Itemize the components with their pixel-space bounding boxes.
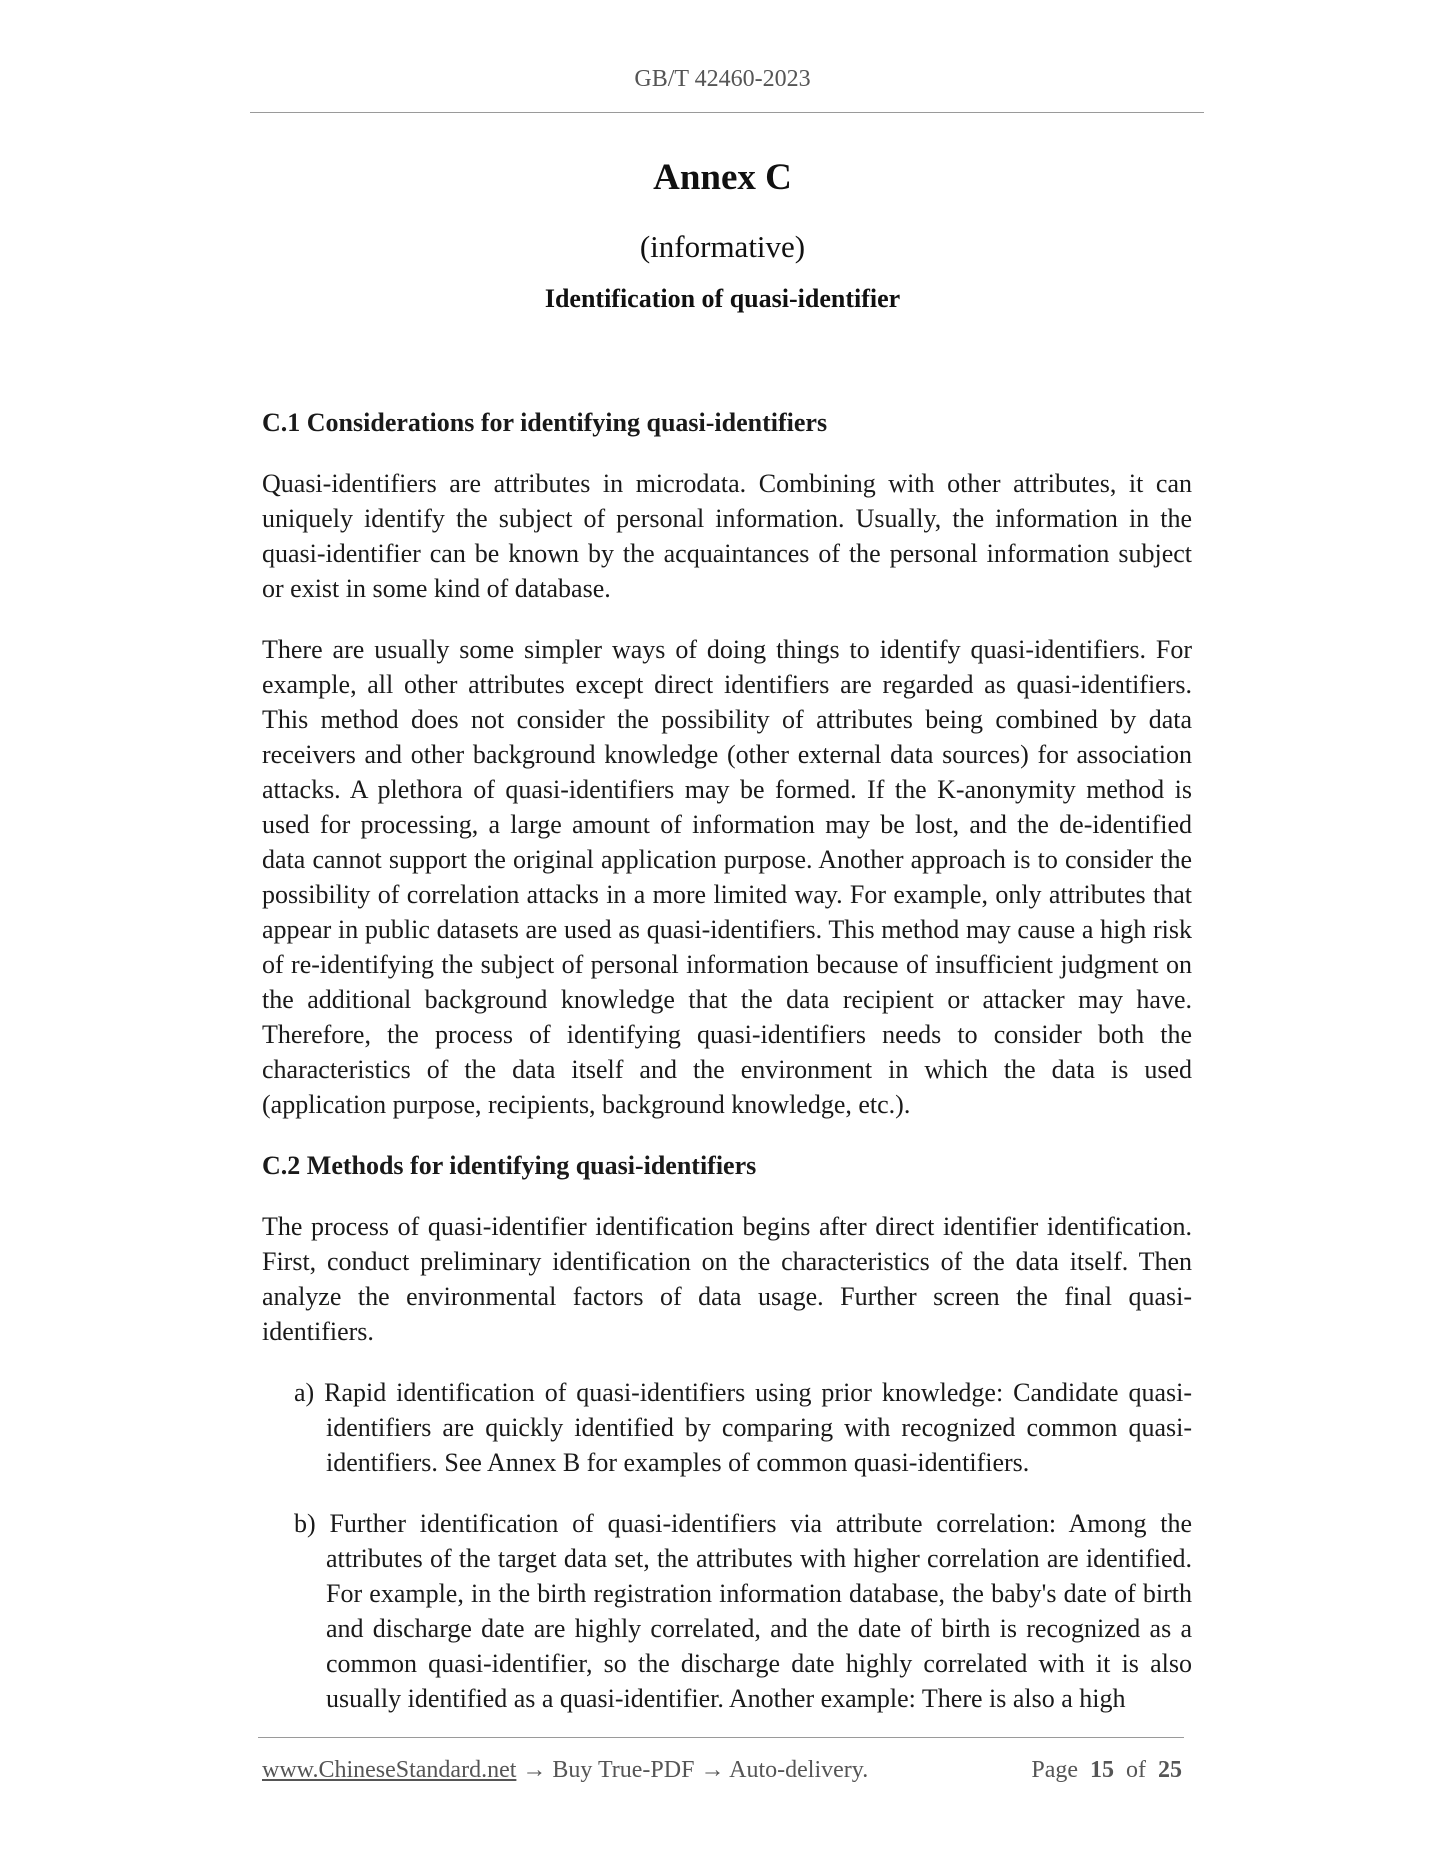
auto-delivery-text: Auto-delivery. (729, 1757, 869, 1783)
list-item-b: b) Further identification of quasi-identifiers via attribute correlation: Among the attributes of the target data set, the attributes with higher correlation are identified. For example, in the birth registration information database, the baby's date of birth and discharge date are highly correlated, and the date of birth is recognized as a common quasi-identifier, so the discharge date highly correlated with it is also usually identified as a quasi-identifier. Another example: There is also a high (294, 1509, 1192, 1713)
header-divider (250, 112, 1204, 113)
document-body (262, 405, 1192, 1742)
section-heading-c1: C.1 Considerations for identifying quasi-identifiers (262, 408, 828, 437)
page-number (1031, 1757, 1182, 1784)
site-link[interactable]: www.ChineseStandard.net (262, 1757, 517, 1783)
annex-subject: Identification of quasi-identifier (544, 284, 901, 313)
annex-title: Annex C (653, 157, 792, 198)
list-item-a: a) Rapid identification of quasi-identifiers using prior knowledge: Candidate quasi-identifiers are quickly identified by comparing with recognized common quasi-identifiers. See Annex B for examples of common quasi-identifiers. (294, 1378, 1192, 1477)
paragraph: There are usually some simpler ways of doing things to identify quasi-identifiers. For example, all other attributes except direct identifiers are regarded as quasi-identifiers. This method does not consider the possibility of attributes being combined by data receivers and other background knowledge (other external data sources) for association attacks. A plethora of quasi-identifiers may be formed. If the K-anonymity method is used for processing, a large amount of information may be lost, and the de-identified data cannot support the original application purpose. Another approach is to consider the possibility of correlation attacks in a more limited way. For example, only attributes that appear in public datasets are used as quasi-identifiers. This method may cause a high risk of re-identifying the subject of personal information because of insufficient judgment on the additional background knowledge that the data recipient or attacker may have. Therefore, the process of identifying quasi-identifiers needs to consider both the characteristics of the data itself and the environment in which the data is used (application purpose, recipients, background knowledge, etc.). (262, 635, 1192, 1119)
arrow-right-icon: → (522, 1757, 547, 1783)
section-heading-c2: C.2 Methods for identifying quasi-identifiers (262, 1151, 757, 1180)
paragraph: Quasi-identifiers are attributes in microdata. Combining with other attributes, it can uniquely identify the subject of personal information. Usually, the information in the quasi-identifier can be known by the acquaintances of the personal information subject or exist in some kind of database. (262, 469, 1192, 603)
footer-divider (258, 1737, 1184, 1738)
arrow-right-icon: → (700, 1757, 725, 1783)
page-current: 15 (1090, 1757, 1114, 1783)
page-total: 25 (1158, 1757, 1182, 1783)
annex-type: (informative) (639, 229, 806, 264)
running-header: GB/T 42460-2023 (634, 66, 811, 92)
page-label: Page (1031, 1757, 1078, 1783)
paragraph: The process of quasi-identifier identification begins after direct identifier identification. First, conduct preliminary identification on the characteristics of the data itself. Then analyze the environmental factors of data usage. Further screen the final quasi-identifiers. (262, 1212, 1192, 1346)
footer-links (262, 1757, 868, 1784)
buy-pdf-text: Buy True-PDF (552, 1757, 695, 1783)
of-label: of (1126, 1757, 1146, 1783)
